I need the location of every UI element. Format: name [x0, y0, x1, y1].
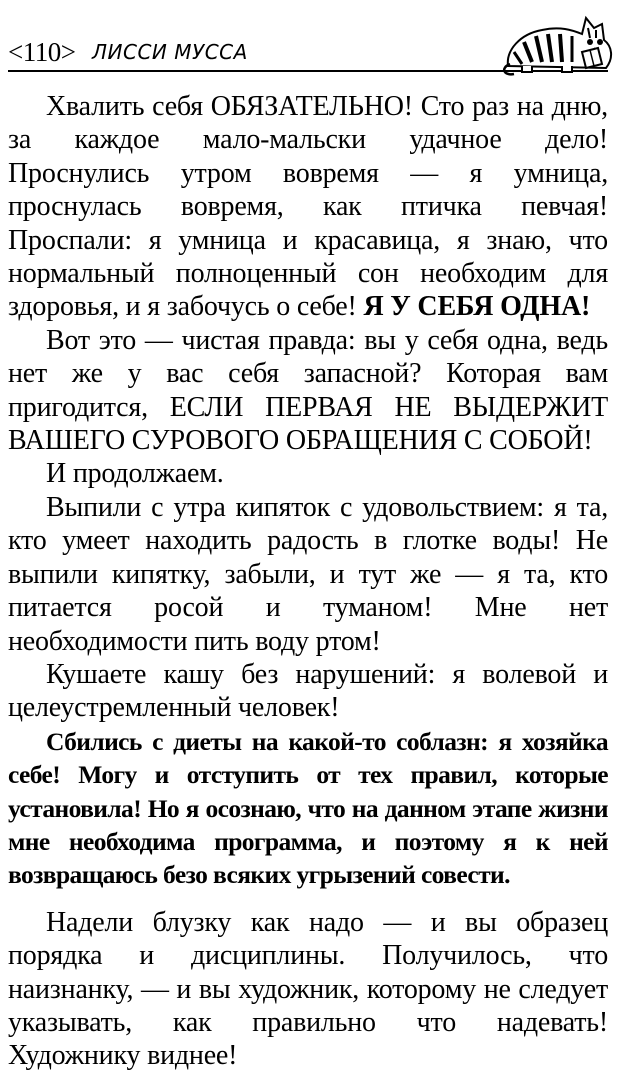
- paragraph-2: Вот это — чистая правда: вы у себя одна, ведь нет же у вас себя запасной? Которая вам пригодится, ЕСЛИ ПЕРВАЯ НЕ ВЫДЕРЖИТ ВАШЕГО СУРОВОГО ОБРАЩЕНИЯ С СОБОЙ!: [8, 324, 608, 457]
- paragraph-1-bold: Я У СЕБЯ ОДНА!: [363, 291, 591, 323]
- page-text: [8, 90, 608, 1073]
- author-name: ЛИССИ МУССА: [92, 40, 248, 64]
- paragraph-1-text: Хвалить себя ОБЯЗАТЕЛЬНО! Сто раз на дню, за каждое мало-мальски удачное дело! Проснулись утром вовремя — я умница, проснулась вовремя, как птичка певчая! Проспали: я умница и красавица, я знаю, что нормальный полноценный сон необходим для здоровья, и я забочусь о себе!: [8, 91, 608, 323]
- paragraph-6-bold: Сбились с диеты на какой-то соблазн: я хозяйка себе! Могу и отступить от тех правил, которые установила! Но я осознаю, что на данном этапе жизни мне необходима программа, и поэтому я к ней возвращаюсь безо всяких угрызений совести.: [8, 726, 608, 890]
- paragraph-1: [8, 90, 608, 324]
- striped-cat-icon: [502, 4, 620, 80]
- paragraph-7: Надели блузку как надо — и вы образец порядка и дисциплины. Получилось, что наизнанку, — и вы художник, которому не следует указывать, как правильно что надевать! Художнику виднее!: [8, 906, 608, 1072]
- paragraph-3: И продолжаем.: [46, 458, 224, 490]
- paragraph-4: Выпили с утра кипяток с удовольствием: я та, кто умеет находить радость в глотке воды! Не выпили кипятку, забыли, и тут же — я та, кто питается росой и туманом! Мне нет необходимости пить воду ртом!: [8, 491, 608, 657]
- running-header: [8, 36, 612, 76]
- paragraph-5: Кушаете кашу без нарушений: я волевой и целеустремленный человек!: [8, 658, 608, 724]
- page-number: <110>: [8, 37, 76, 67]
